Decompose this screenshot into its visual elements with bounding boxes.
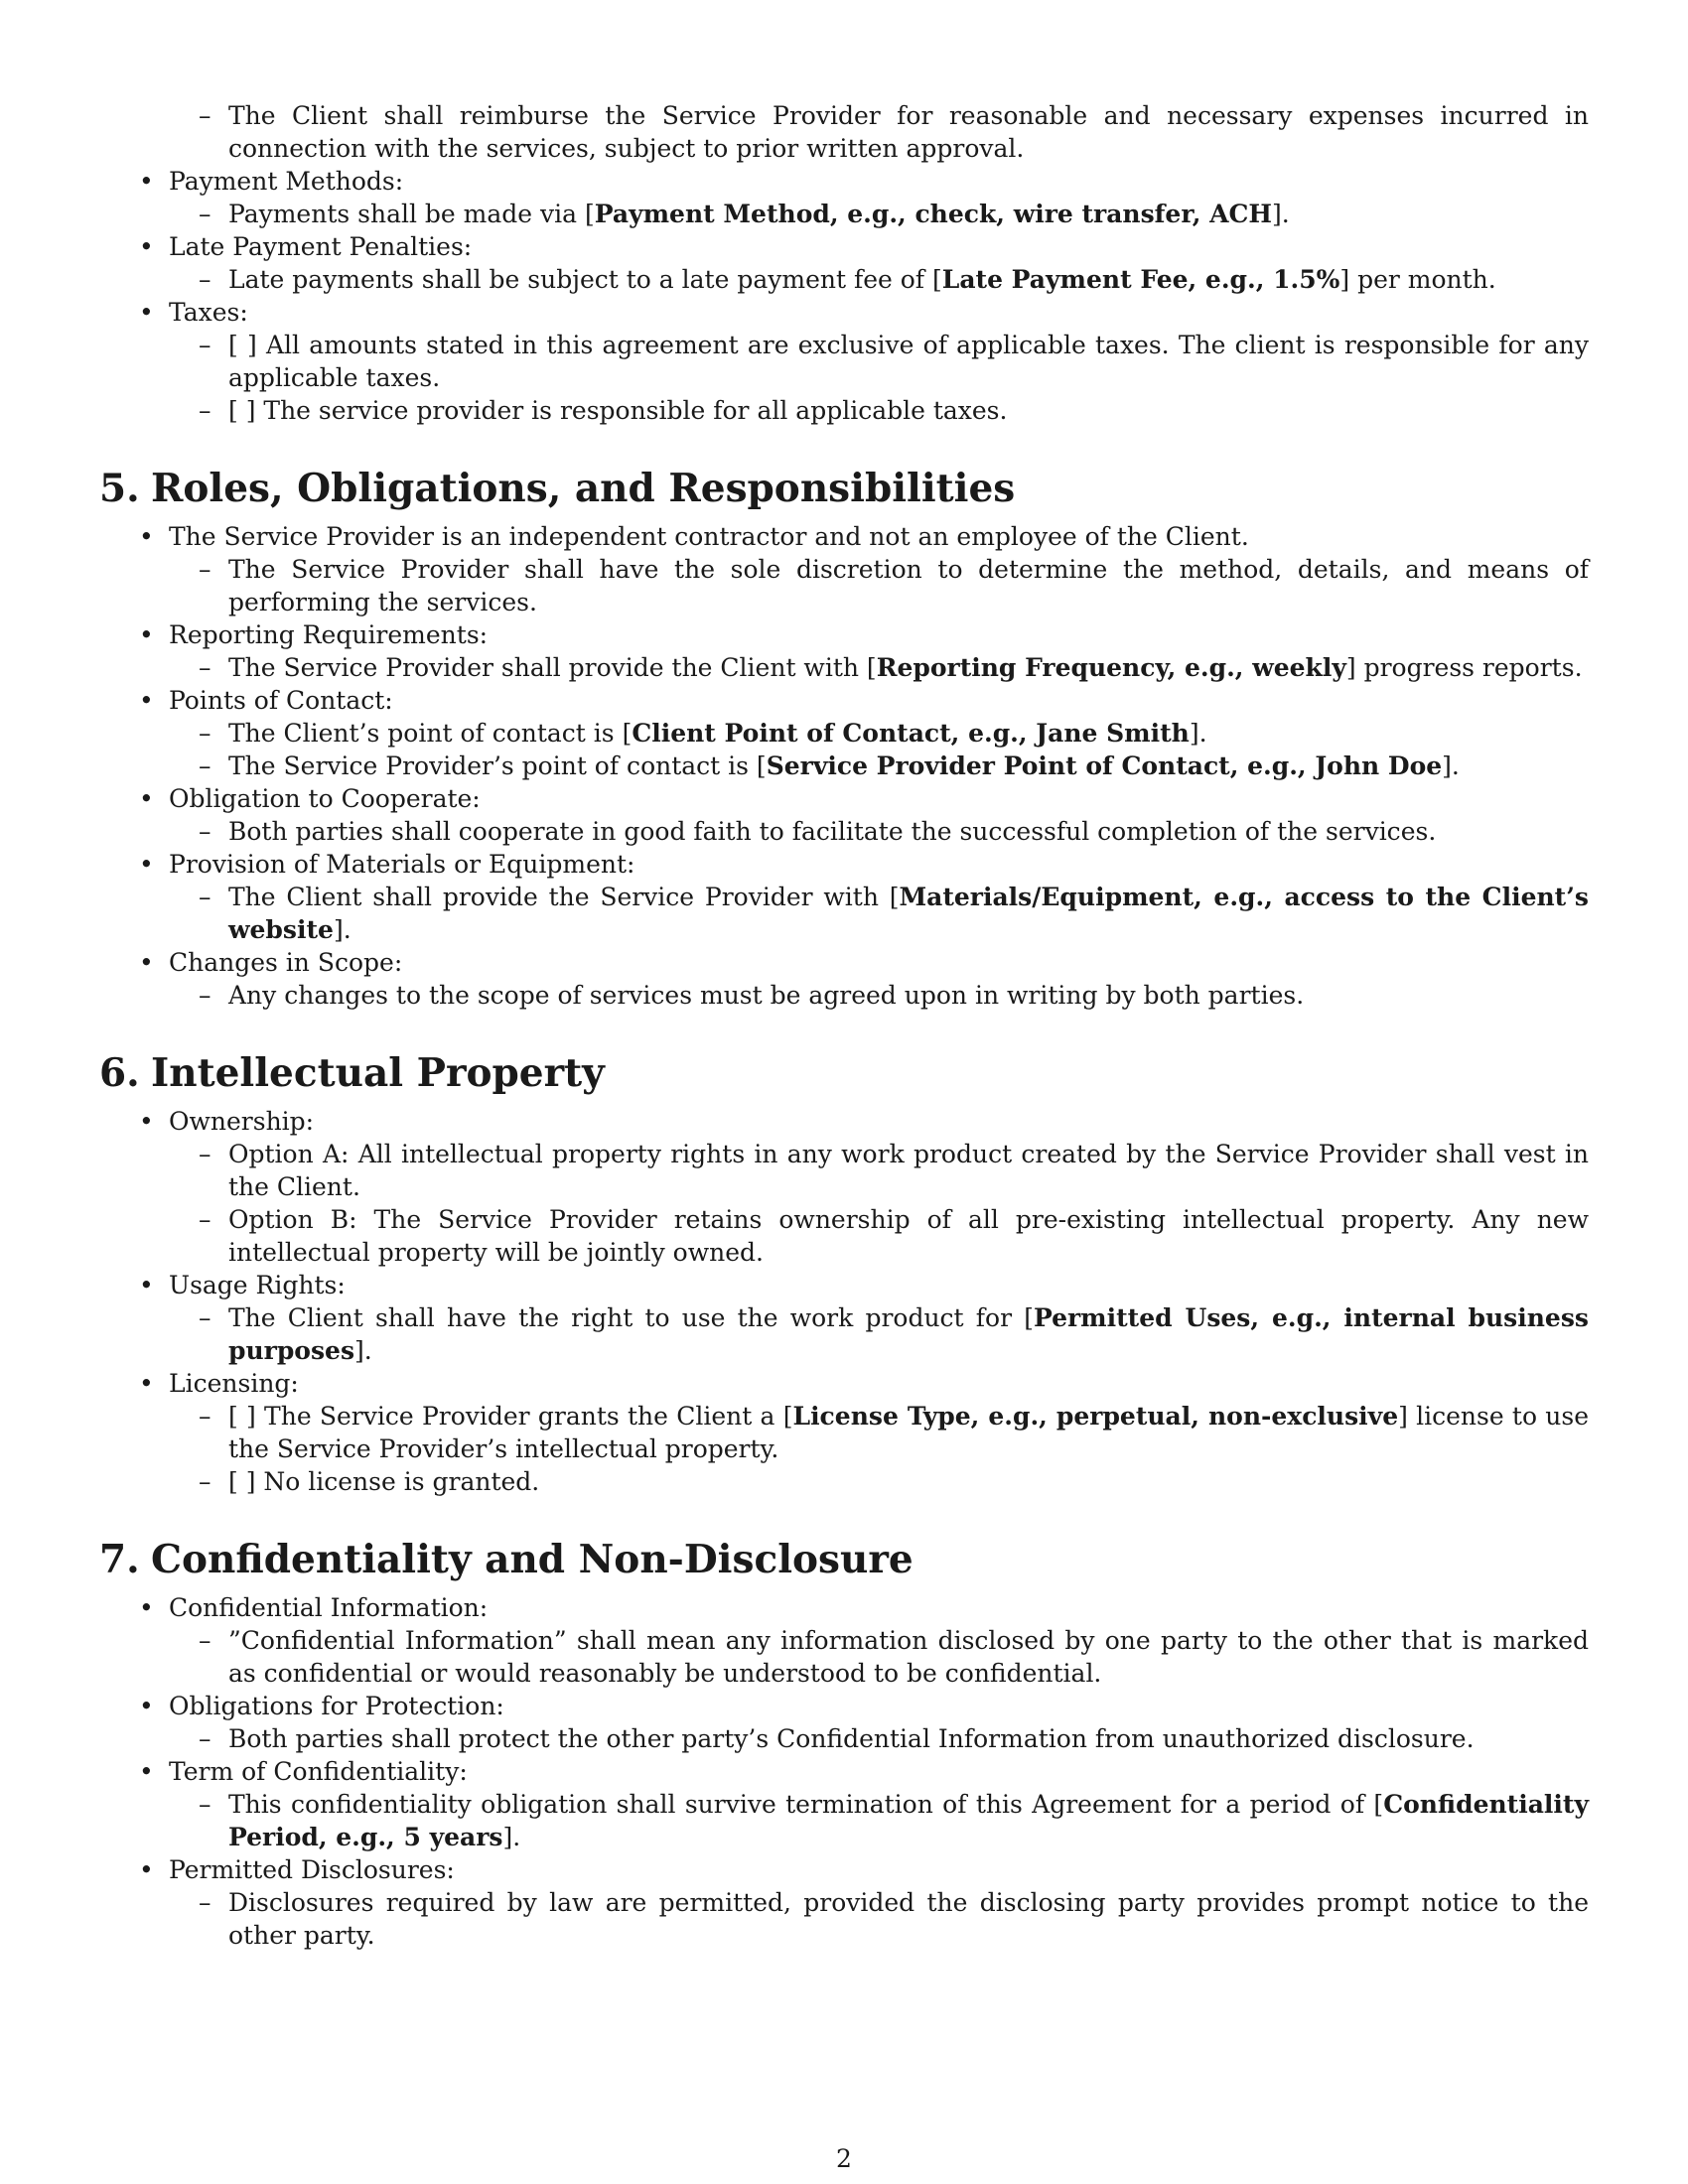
page-number: 2	[836, 2144, 852, 2173]
materials-label: • Provision of Materials or Equipment:	[99, 848, 1589, 881]
list-item: – The Client shall have the right to use the work product for [Permitted Uses, e.g., internal business purposes].	[99, 1301, 1589, 1367]
section-heading: 7. Confidentiality and Non-Disclosure	[99, 1537, 914, 1582]
taxes-option-checkbox[interactable]: – [ ] The service provider is responsible for all applicable taxes.	[99, 394, 1589, 427]
list-item: – Both parties shall protect the other party’s Confidential Information from unauthorized disclosure.	[99, 1722, 1589, 1755]
late-payment-label: • Late Payment Penalties:	[99, 230, 1589, 263]
cooperate-label: • Obligation to Cooperate:	[99, 782, 1589, 815]
list-item: – Disclosures required by law are permitted, provided the disclosing party provides prompt notice to the other party.	[99, 1886, 1589, 1952]
list-item: – The Client’s point of contact is [Client Point of Contact, e.g., Jane Smith].	[99, 717, 1589, 750]
license-option-checkbox[interactable]: – [ ] The Service Provider grants the Client a [License Type, e.g., perpetual, non-exclusive] license to use the Service Provider’s intellectual property.	[99, 1400, 1589, 1465]
list-item: – Any changes to the scope of services must be agreed upon in writing by both parties.	[99, 979, 1589, 1012]
ownership-label: • Ownership:	[99, 1105, 1589, 1138]
list-item: – ”Confidential Information” shall mean any information disclosed by one party to the other that is marked as confidential or would reasonably be understood to be confidential.	[99, 1624, 1589, 1690]
list-item: – The Service Provider shall provide the Client with [Reporting Frequency, e.g., weekly] progress reports.	[99, 651, 1589, 684]
contact-label: • Points of Contact:	[99, 684, 1589, 717]
licensing-label: • Licensing:	[99, 1367, 1589, 1400]
list-item: – The Client shall reimburse the Service Provider for reasonable and necessary expenses incurred in connection with the services, subject to prior written approval.	[99, 99, 1589, 165]
license-option-checkbox[interactable]: – [ ] No license is granted.	[99, 1465, 1589, 1498]
section-heading: 5. Roles, Obligations, and Responsibilities	[99, 466, 1016, 511]
permitted-label: • Permitted Disclosures:	[99, 1853, 1589, 1886]
list-item: – Late payments shall be subject to a late payment fee of [Late Payment Fee, e.g., 1.5%] per month.	[99, 263, 1589, 296]
list-item: – Both parties shall cooperate in good faith to facilitate the successful completion of the services.	[99, 815, 1589, 848]
list-item: – This confidentiality obligation shall survive termination of this Agreement for a period of [Confidentiality Period, e.g., 5 years].	[99, 1788, 1589, 1853]
section-heading: 6. Intellectual Property	[99, 1050, 605, 1096]
list-item: – Payments shall be made via [Payment Method, e.g., check, wire transfer, ACH].	[99, 198, 1589, 230]
payment-methods-label: • Payment Methods:	[99, 165, 1589, 198]
scope-label: • Changes in Scope:	[99, 946, 1589, 979]
list-item: – The Service Provider shall have the sole discretion to determine the method, details, and means of performing the services.	[99, 553, 1589, 618]
list-item: • The Service Provider is an independent contractor and not an employee of the Client.	[99, 520, 1589, 553]
list-item: – Option B: The Service Provider retains ownership of all pre-existing intellectual property. Any new intellectual property will be jointly owned.	[99, 1203, 1589, 1269]
usage-label: • Usage Rights:	[99, 1269, 1589, 1301]
taxes-label: • Taxes:	[99, 296, 1589, 329]
term-label: • Term of Confidentiality:	[99, 1755, 1589, 1788]
list-item: – The Service Provider’s point of contact is [Service Provider Point of Contact, e.g., John Doe].	[99, 750, 1589, 782]
list-item: – The Client shall provide the Service Provider with [Materials/Equipment, e.g., access to the Client’s website].	[99, 881, 1589, 946]
taxes-option-checkbox[interactable]: – [ ] All amounts stated in this agreement are exclusive of applicable taxes. The client is responsible for any applicable taxes.	[99, 329, 1589, 394]
document-page	[99, 99, 1589, 1952]
reporting-label: • Reporting Requirements:	[99, 618, 1589, 651]
confidential-info-label: • Confidential Information:	[99, 1591, 1589, 1624]
protection-label: • Obligations for Protection:	[99, 1690, 1589, 1722]
list-item: – Option A: All intellectual property rights in any work product created by the Service Provider shall vest in the Client.	[99, 1138, 1589, 1203]
